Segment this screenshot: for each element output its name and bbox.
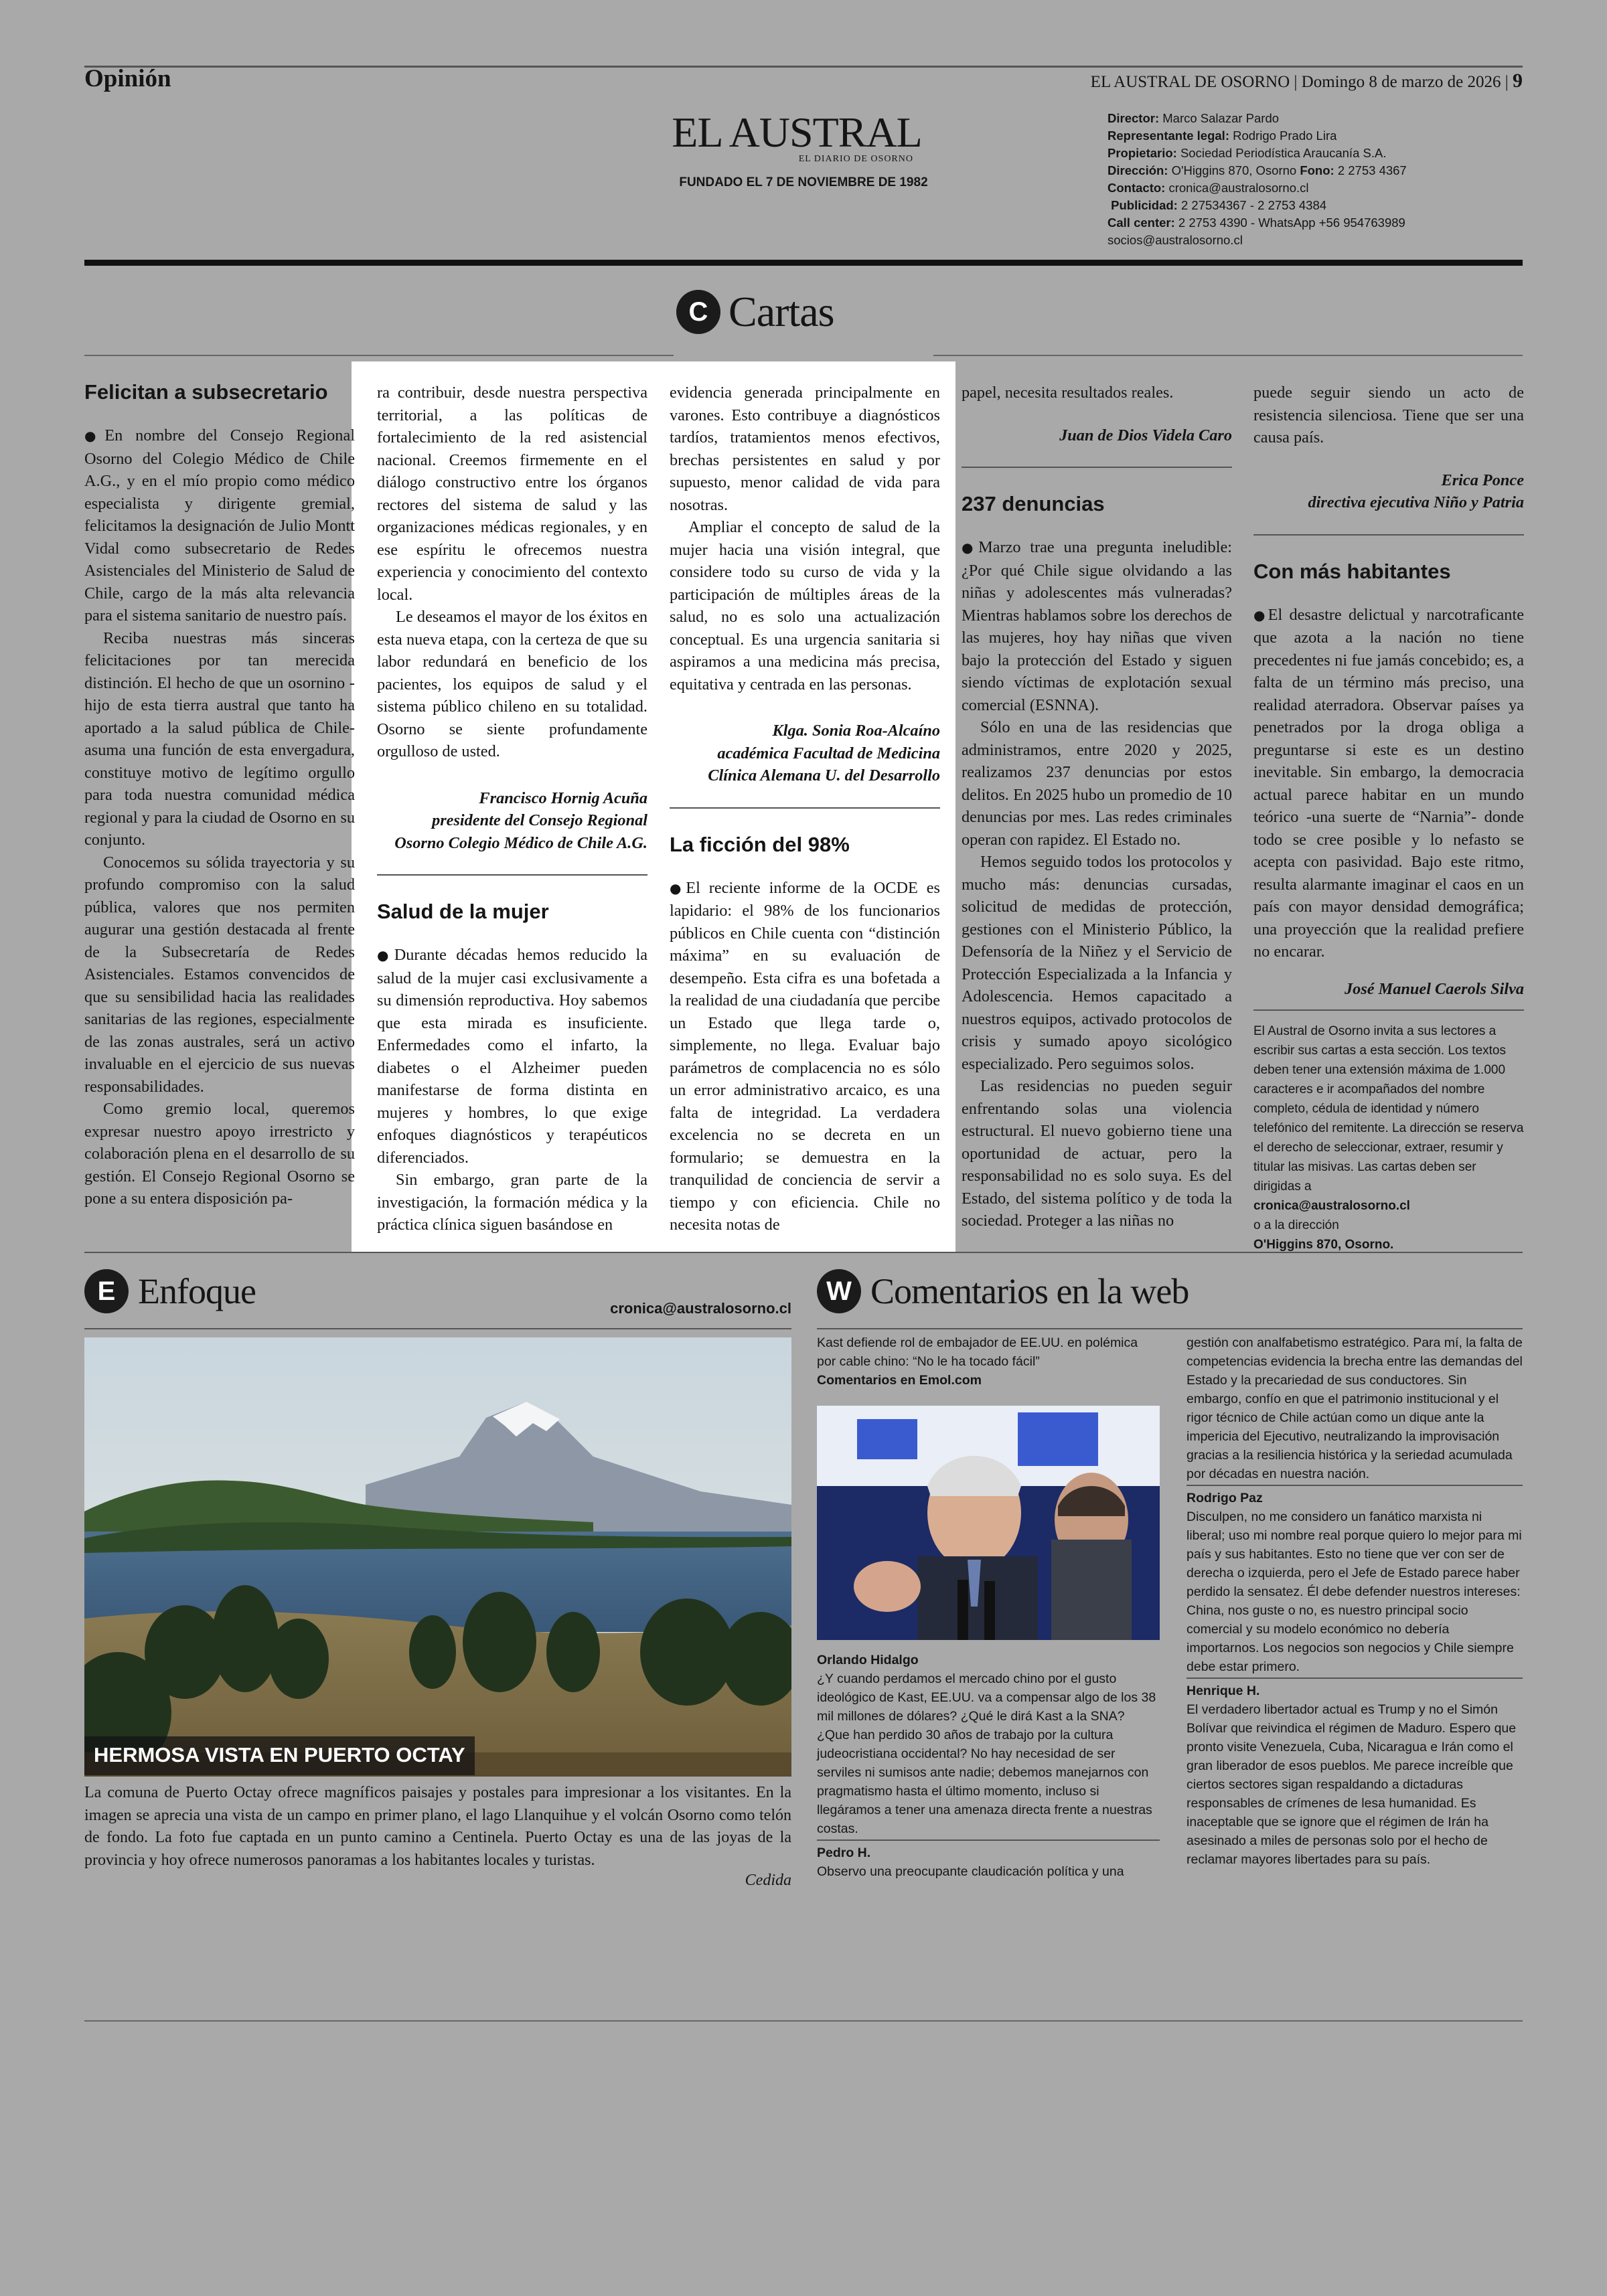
cartas-badge-icon: C (676, 290, 720, 334)
letter-signature: Erica Ponce (1441, 471, 1524, 489)
letter-title: Salud de la mujer (377, 900, 549, 923)
letter-paragraph: Ampliar el concepto de salud de la mujer hacia una visión integral, que considere todo su curso de vida y la participación de múltiples áreas de la salud, no es solo una actualización conceptual. Es una urgencia sanitaria si aspiramos a una medicina más precisa, equitativa y centrada en las personas. (670, 518, 940, 693)
letter-divider (1253, 1009, 1524, 1011)
enfoque-rule (84, 1328, 791, 1329)
enfoque-title: Enfoque (138, 1271, 256, 1311)
masthead (663, 108, 931, 165)
letter-paragraph: Le deseamos el mayor de los éxitos en esta nueva etapa, con la certeza de que su labor redundará en beneficio de los pacientes, los equipos de salud y el sistema público chileno en su totalidad. Osorno se siente profundamente orgulloso de usted. (377, 608, 647, 760)
letter-signature: presidente del Consejo Regional (432, 811, 647, 829)
logo-tagline: EL DIARIO DE OSORNO (798, 154, 913, 164)
staff-line: Propietario: Sociedad Periodística Araucanía S.A. (1107, 146, 1387, 160)
letter-title: 237 denuncias (962, 492, 1105, 515)
comment-text: Disculpen, no me considero un fanático marxista ni liberal; uso mi nombre real porque quiero lo mejor para mi país y sus habitantes. Esto no tiene que ver con ser de derecha o izquierda, pero el Jefe de Estado parece haber perdido la sensatez. Él debe defender nuestros intereses: China, nos guste o no, es nuestro principal socio comercial y su modelo económico no debería importarnos. Los negocios son negocios y Chile siempre debe estar primero. (1187, 1509, 1522, 1674)
web-column-2 (1187, 1333, 1523, 1869)
letters-column-4 (962, 382, 1232, 1232)
letter-paragraph: ra contribuir, desde nuestra perspectiva territorial, a las políticas de fortalecimiento de la red asistencial nacional. Creemos firmemente en el diálogo constructivo entre los órganos rectores del sistema de salud y las organizaciones médicas regionales, y en ese espíritu le ofrecemos nuestra experiencia y conocimiento del contexto local. (377, 384, 647, 604)
letter-paragraph: puede seguir siendo un acto de resistencia silenciosa. Tiene que ser una causa país. (1253, 384, 1524, 446)
staff-line: socios@australosorno.cl (1107, 233, 1243, 247)
letter-signature: Klga. Sonia Roa-Alcaíno (772, 722, 940, 740)
letter-signature: Juan de Dios Videla Caro (1059, 426, 1232, 444)
letter-paragraph: papel, necesita resultados reales. (962, 384, 1174, 402)
letters-column-3 (670, 382, 940, 1236)
web-badge-icon: W (817, 1269, 861, 1313)
letter-paragraph: ●En nombre del Consejo Regional Osorno del Colegio Médico de Chile A.G., y en el mío propio como médico especialista y dirigente gremial, felicitamos la designación de Julio Montt Vidal como subsecretario de Redes Asistenciales del Ministerio de Salud de Chile, cargo de la más alta relevancia para el sistema sanitario de nuestro país. (84, 426, 355, 625)
letter-paragraph: Conocemos su sólida trayectoria y su profundo compromiso con la salud pública, valores que nos permiten augurar una gestión destacada al frente de la Subsecretaría de Redes Asistenciales. Estamos convencidos de que su sensibilidad hacia las realidades sanitarias de las regiones, especialmente de las zonas australes, será un activo invaluable en el ejercicio de sus nuevas responsabilidades. (84, 853, 355, 1096)
comment-text: Observo una preocupante claudicación política y una (817, 1864, 1124, 1879)
cartas-rule-left (84, 355, 674, 356)
founded-line: FUNDADO EL 7 DE NOVIEMBRE DE 1982 (679, 175, 928, 189)
web-rule (817, 1328, 1523, 1329)
web-lead: Kast defiende rol de embajador de EE.UU. en polémica por cable chino: “No le ha tocado fácil” (817, 1335, 1138, 1369)
folio (1091, 70, 1523, 92)
cartas-rule-right (933, 355, 1523, 356)
staff-line: Dirección: O'Higgins 870, Osorno Fono: 2 2753 4367 (1107, 163, 1407, 177)
section-label: Opinión (84, 65, 171, 92)
comment-text: ¿Y cuando perdamos el mercado chino por el gusto ideológico de Kast, EE.UU. va a compensar algo de los 38 mil millones de dólares? ¿Qué le dirá Kast a la SNA? ¿Que han perdido 30 años de trabajo por la cultura judeocristiana occidental? No hay necesidad de ser serviles ni sumisos ante nadie; debemos manejarnos con pragmatismo hasta el último momento, incluso si llegáramos a tener una amenaza directa frente a nuestras costas. (817, 1671, 1156, 1836)
comment-text: gestión con analfabetismo estratégico. Para mí, la falta de competencias evidencia la brecha entre las demandas del Estado y la precariedad de sus conductores. Sin embargo, confío en que el patrimonio institucional y el rigor técnico de Chile actúan como un dique ante la impericia del Ejecutivo, neutralizando la improvisación gracias a la resiliencia histórica y la seriedad acumulada por décadas en nuestra nación. (1187, 1335, 1523, 1481)
newspaper-logo: EL AUSTRAL (672, 108, 922, 156)
commenter-name: Henrique H. (1187, 1677, 1523, 1700)
letter-paragraph: evidencia generada principalmente en varones. Esto contribuye a diagnósticos tardíos, tratamientos menos efectivos, brechas persistentes en salud y por supuesto, menor calidad de vida para nosotras. (670, 384, 940, 514)
letter-divider (962, 467, 1232, 468)
letter-divider (1253, 534, 1524, 536)
photo-caption: La comuna de Puerto Octay ofrece magníficos paisajes y postales para impresionar a los visitantes. En la imagen se aprecia una vista de un campo en primer plano, el lago Llanquihue y el volcán Osorno como telón de fondo. La foto fue captada en un punto camino a Centinela. Puerto Octay es una de las joyas de la provincia y hoy ofrece numerosos panoramas a los habitantes locales y turistas. (84, 1784, 791, 1869)
bullet-icon: ● (670, 880, 686, 896)
letter-title: Con más habitantes (1253, 559, 1451, 583)
letter-signature: Francisco Hornig Acuña (479, 789, 647, 807)
bullet-icon: ● (84, 428, 105, 444)
enfoque-badge-icon: E (84, 1269, 129, 1313)
letter-title: La ficción del 98% (670, 832, 850, 856)
web-article-photo (817, 1406, 1160, 1640)
letter-paragraph: Sólo en una de las residencias que administramos, entre 2020 y 2025, realizamos 237 denuncias por estos delitos. En 2025 hubo un promedio de 10 denuncias por mes. Las redes criminales operan con rapidez. El Estado no. (962, 718, 1232, 849)
footer-rule (84, 2020, 1523, 2022)
web-column-1 (817, 1651, 1160, 1881)
letters-column-1 (84, 379, 355, 1210)
letter-paragraph: Hemos seguido todos los protocolos y mucho más: denuncias cursadas, solicitud de medidas de protección, gestiones con el Ministerio Público, la Defensoría de la Niñez y el Servicio de Protección Especializada a la Infancia y Adolescencia. Hemos capacitado a nuestros equipos, activado protocolos de crisis y sumado apoyo sicológico especializado. Pero seguimos solos. (962, 853, 1232, 1073)
staff-line: Contacto: cronica@australosorno.cl (1107, 181, 1309, 195)
letters-column-5 (1253, 382, 1524, 1254)
submission-note: El Austral de Osorno invita a sus lectores a escribir sus cartas a esta sección. Los textos deben tener una extensión máxima de 1.000 caracteres e ir acompañados del nombre completo, cédula de identidad y número telefónico del remitente. La dirección se reserva el derecho de seleccionar, extraer, resumir y titular las misivas. Las cartas deben ser dirigidas a cronica@australosorno.cl o a la dirección O'Higgins 870, Osorno. (1253, 1024, 1524, 1252)
header-top-rule (84, 66, 1523, 68)
landscape-photo-image (84, 1337, 791, 1777)
letter-title: Felicitan a subsecretario (84, 380, 328, 404)
page-number: 9 (1513, 70, 1523, 92)
letter-paragraph: ●El reciente informe de la OCDE es lapidario: el 98% de los funcionarios públicos en Chile cuenta con “distinción máxima” en su evaluación de desempeño. Esta cifra es una bofetada a la realidad de una ciudadanía que percibe un Estado que llega tarde o, simplemente, no llega. Evaluar bajo parámetros de complacencia no es sólo un error administrativo arcaico, es una falta de integridad. La verdadera excelencia no se decreta en un formulario; se demuestra en la tranquilidad de conciencia de servir a tiempo y con eficiencia. Chile no necesita notas de (670, 878, 940, 1234)
letters-column-2 (377, 382, 647, 1236)
web-comments-heading (817, 1269, 1189, 1313)
staff-line: Publicidad: 2 27534367 - 2 2753 4384 (1111, 198, 1327, 212)
landscape-photo (84, 1337, 791, 1777)
staff-box (1107, 110, 1523, 249)
staff-line: Call center: 2 2753 4390 - WhatsApp +56 954763989 (1107, 216, 1405, 230)
letter-paragraph: Como gremio local, queremos expresar nuestro apoyo irrestricto y colaboración plena en el desarrollo de su gestión. El Consejo Regional Osorno se pone a su entera disposición pa- (84, 1100, 355, 1208)
bullet-icon: ● (962, 540, 979, 556)
letter-paragraph: ●Durante décadas hemos reducido la salud de la mujer casi exclusivamente a su dimensión reproductiva. Hoy sabemos que esta mirada es insuficiente. Enfermedades como el infarto, la diabetes o el Alzheimer pueden manifestarse de forma distinta en mujeres y hombres, lo que exige enfoques diagnósticos y terapéuticos diferenciados. (377, 946, 647, 1167)
web-source[interactable]: Comentarios en Emol.com (817, 1373, 982, 1388)
cartas-heading (676, 285, 834, 339)
bullet-icon: ● (1253, 606, 1268, 623)
folio-text: EL AUSTRAL DE OSORNO | Domingo 8 de marzo de 2026 | (1090, 73, 1509, 91)
letter-paragraph: Sin embargo, gran parte de la investigación, la formación médica y la práctica clínica siguen basándose en (377, 1171, 647, 1234)
letter-signature: José Manuel Caerols Silva (1345, 979, 1524, 998)
staff-line: Representante legal: Rodrigo Prado Lira (1107, 129, 1337, 143)
web-comments-title: Comentarios en la web (870, 1271, 1189, 1311)
letter-divider (670, 807, 940, 809)
letter-paragraph: ●Marzo trae una pregunta ineludible: ¿Por qué Chile sigue olvidando a las niñas y adolescentes más vulneradas? Mientras hablamos sobre los derechos de las mujeres, hoy hay niñas que viven bajo la protección del Estado y siguen siendo víctimas de explotación sexual comercial (ESNNA). (962, 538, 1232, 714)
comment-text: El verdadero libertador actual es Trump y no el Simón Bolívar que reivindica el régimen de Maduro. Espero que pronto visite Venezuela, Cuba, Nicaragua e Irán como el gran liberador de esos pueblos. Me parece increíble que ciertos sectores sigan respaldando a dictaduras responsables de crímenes de lesa humanidad. Es inaceptable que se ignore que el régimen de Irán ha asesinado a miles de personas solo por el hecho de reclamar mayores libertades para su país. (1187, 1702, 1517, 1867)
commenter-name: Orlando Hidalgo (817, 1653, 919, 1667)
commenter-name: Pedro H. (817, 1839, 1160, 1862)
letter-signature: directiva ejecutiva Niño y Patria (1308, 493, 1524, 511)
photo-credit: Cedida (745, 1872, 791, 1889)
bullet-icon: ● (377, 947, 394, 963)
section-divider (84, 1252, 1523, 1253)
enfoque-email[interactable]: cronica@australosorno.cl (610, 1300, 791, 1317)
web-article-photo-image (817, 1406, 1160, 1640)
letter-signature: Clínica Alemana U. del Desarrollo (708, 766, 940, 785)
cartas-title: Cartas (729, 288, 834, 335)
header-bottom-rule (84, 260, 1523, 266)
enfoque-heading (84, 1269, 256, 1313)
letter-paragraph: ●El desastre delictual y narcotraficante que azota a la nación no tiene precedentes ni fue jamás concebido; es, a falta de un término más preciso, una realidad aterradora. Observar países ya penetrados por la droga obliga a preguntarse si este es un destino inevitable. Sin embargo, la democracia actual parece habitar en un mundo teórico -una suerte de “Narnia”- donde todo se cree posible y lo nefasto se acepta con pasividad. Bajo este ritmo, resulta alarmante imaginar el caos en un país con mayor densidad demográfica; una proyección que la realidad prefiere no encarar. (1253, 605, 1524, 961)
web-column-1-top (817, 1333, 1160, 1390)
letter-paragraph: Las residencias no pueden seguir enfrentando solas una violencia estructural. El nuevo gobierno tiene una oportunidad de actuar, pero la responsabilidad no es solo suya. Es del Estado, del sistema político y de toda la sociedad. Proteger a las niñas no (962, 1077, 1232, 1230)
letter-signature: académica Facultad de Medicina (717, 744, 940, 762)
note-email[interactable]: cronica@australosorno.cl (1253, 1199, 1410, 1213)
letter-divider (377, 874, 647, 876)
staff-line: Director: Marco Salazar Pardo (1107, 111, 1280, 125)
letter-signature: Osorno Colegio Médico de Chile A.G. (394, 833, 647, 852)
photo-title: HERMOSA VISTA EN PUERTO OCTAY (84, 1736, 475, 1775)
commenter-name: Rodrigo Paz (1187, 1485, 1523, 1507)
letter-paragraph: Reciba nuestras más sinceras felicitaciones por tan merecida distinción. El hecho de que un osornino -hijo de esta tierra austral que tanto ha aportado a la salud pública de Chile- asuma una función de esta envergadura, constituye motivo de legítimo orgullo para toda nuestra comunidad médica regional y para la ciudad de Osorno en su conjunto. (84, 629, 355, 849)
